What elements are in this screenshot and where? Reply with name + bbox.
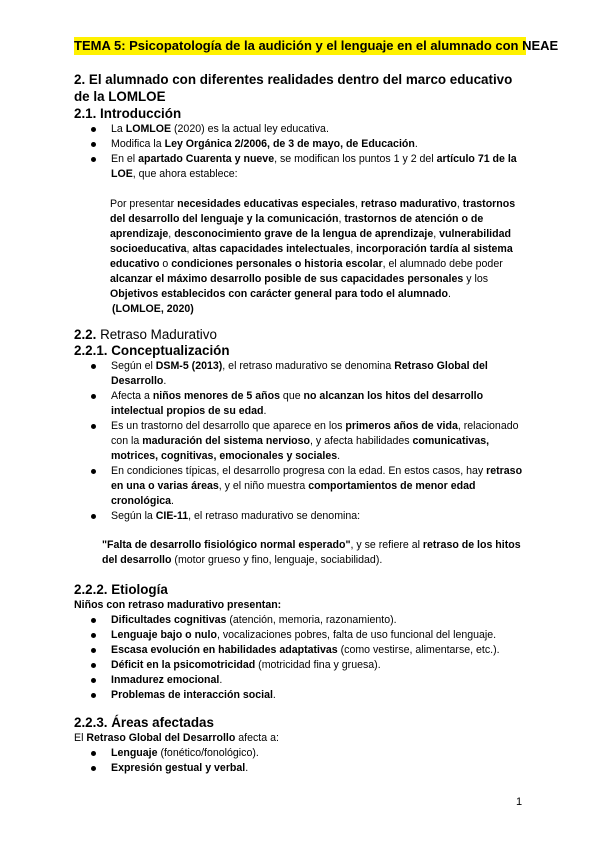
list-item: En condiciones típicas, el desarrollo progresa con la edad. En estos casos, hay retraso en una o varias áreas, y el niño muestra comportamientos de menor edad cronológica. (74, 464, 526, 509)
list-item: Según el DSM-5 (2013), el retraso madurativo se denomina Retraso Global del Desarrollo. (74, 359, 526, 389)
list-item: La LOMLOE (2020) es la actual ley educativa. (74, 122, 526, 137)
list-item: Lenguaje (fonético/fonológico). (74, 746, 526, 761)
areas-intro: El Retraso Global del Desarrollo afecta a: (74, 732, 279, 744)
section-2-heading: 2. El alumnado con diferentes realidades dentro del marco educativo de la LOMLOE (74, 72, 513, 104)
areas-list (74, 746, 526, 776)
list-item: Según la CIE-11, el retraso madurativo se denomina: (74, 509, 526, 524)
section-2-1-heading: 2.1. Introducción (74, 106, 182, 121)
section-2-2-3-heading: 2.2.3. Áreas afectadas (74, 715, 214, 730)
intro-list (74, 122, 526, 182)
lomloe-quote: Por presentar necesidades educativas especiales, retraso madurativo, trastornos del desarrollo del lenguaje y la comunicación, trastornos de atención o de aprendizaje, desconocimiento grave de la lengua de aprendizaje, vulnerabilidad socioeducativa, altas capacidades intelectuales, incorporación tardía al sistema educativo o condiciones personales o historia escolar, el alumnado debe poder alcanzar el máximo desarrollo posible de sus capacidades personales y los Objetivos establecidos con carácter general para todo el alumnado. (LOMLOE, 2020) (74, 197, 526, 317)
quote-citation: (LOMLOE, 2020) (112, 303, 194, 315)
list-item: Modifica la Ley Orgánica 2/2006, de 3 de mayo, de Educación. (74, 137, 526, 152)
list-item: Escasa evolución en habilidades adaptativas (como vestirse, alimentarse, etc.). (74, 643, 526, 658)
list-item: En el apartado Cuarenta y nueve, se modifican los puntos 1 y 2 del artículo 71 de la LOE, que ahora establece: (74, 152, 526, 182)
page-number: 1 (516, 796, 523, 808)
section-2-2-2-heading: 2.2.2. Etiología (74, 582, 168, 597)
section-2-2-1-heading: 2.2.1. Conceptualización (74, 343, 230, 358)
list-item: Es un trastorno del desarrollo que aparece en los primeros años de vida, relacionado con la maduración del sistema nervioso, y afecta habilidades comunicativas, motrices, cognitivas, emocionales y sociales. (74, 419, 526, 464)
list-item: Inmadurez emocional. (74, 673, 526, 688)
document-title: TEMA 5: Psicopatología de la audición y el lenguaje en el alumnado con NEAE (74, 38, 559, 53)
conceptualization-list (74, 359, 526, 524)
list-item: Dificultades cognitivas (atención, memoria, razonamiento). (74, 613, 526, 628)
list-item: Expresión gestual y verbal. (74, 761, 526, 776)
section-2-2-heading: 2.2. Retraso Madurativo (74, 327, 217, 342)
list-item: Lenguaje bajo o nulo, vocalizaciones pobres, falta de uso funcional del lenguaje. (74, 628, 526, 643)
etiology-list (74, 613, 526, 703)
etiology-subtitle: Niños con retraso madurativo presentan: (74, 599, 282, 611)
list-item: Déficit en la psicomotricidad (motricidad fina y gruesa). (74, 658, 526, 673)
cie11-quote: "Falta de desarrollo fisiológico normal esperado", y se refiere al retraso de los hitos del desarrollo (motor grueso y fino, lenguaje, sociabilidad). (102, 539, 521, 566)
document-body (74, 71, 526, 776)
list-item: Problemas de interacción social. (74, 688, 526, 703)
list-item: Afecta a niños menores de 5 años que no alcanzan los hitos del desarrollo intelectual propios de su edad. (74, 389, 526, 419)
